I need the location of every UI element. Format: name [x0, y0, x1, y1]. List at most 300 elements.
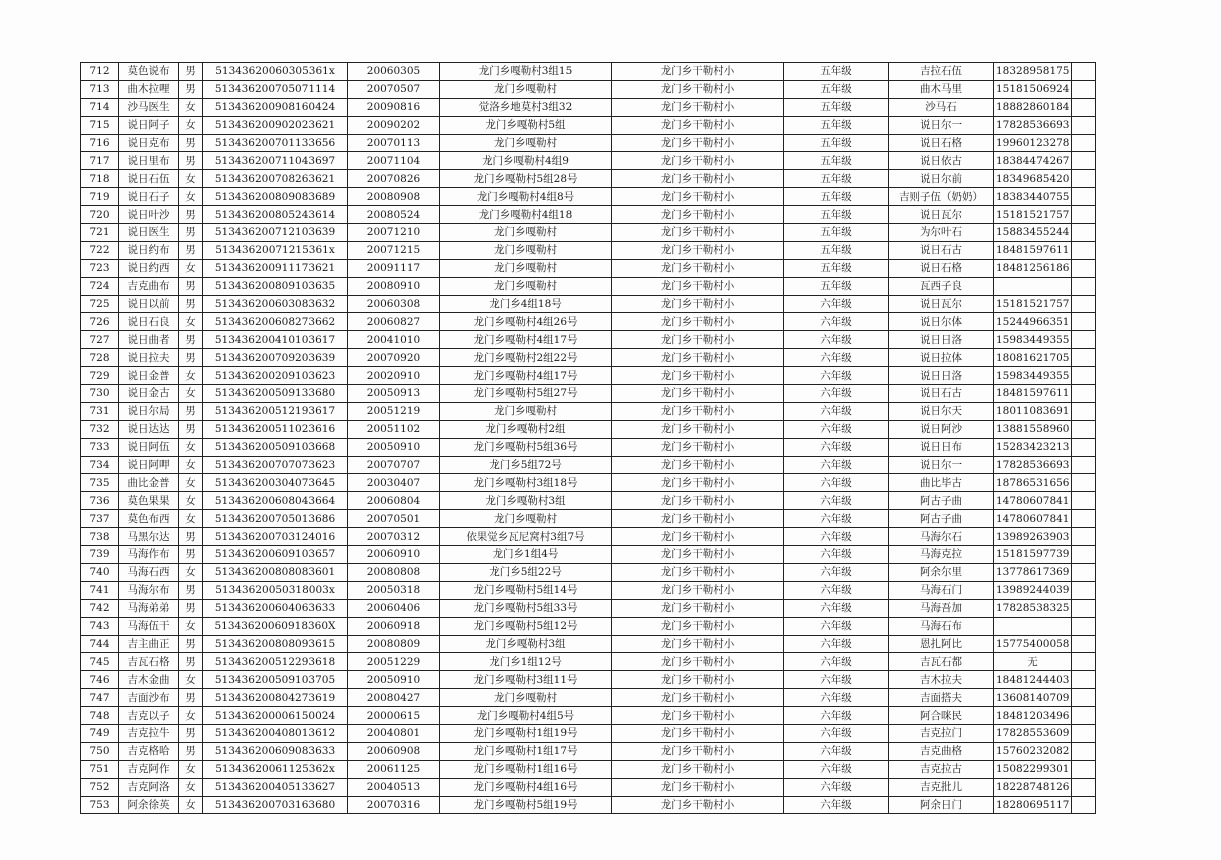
phone-number-cell: 15983449355: [994, 367, 1072, 385]
grade-cell: 五年级: [784, 170, 889, 188]
id-number-cell: 51343620071215361x: [203, 241, 348, 259]
serial-number-cell: 719: [81, 188, 119, 206]
student-name-cell: 说日阿子: [119, 116, 179, 134]
student-name-cell: 说日阿呷: [119, 456, 179, 474]
gender-cell: 男: [179, 546, 203, 564]
empty-notes-cell: [1072, 528, 1096, 546]
student-name-cell: 沙马医生: [119, 98, 179, 116]
guardian-name-cell: 说日尔体: [889, 313, 994, 331]
id-number-cell: 51343620060918360X: [203, 617, 348, 635]
table-row: [81, 796, 1096, 814]
address-cell: 龙门乡嘎勒村: [440, 80, 612, 98]
address-cell: 龙门乡嘎勒村5组33号: [440, 599, 612, 617]
empty-notes-cell: [1072, 188, 1096, 206]
id-number-cell: 51343620060305361x: [203, 63, 348, 81]
guardian-name-cell: 阿余尔里: [889, 563, 994, 581]
id-number-cell: 513436200609103657: [203, 546, 348, 564]
phone-number-cell: 18228748126: [994, 778, 1072, 796]
guardian-name-cell: 说日瓦尔: [889, 206, 994, 224]
id-number-cell: 513436200705013686: [203, 510, 348, 528]
student-name-cell: 说日克布: [119, 134, 179, 152]
address-cell: 龙门乡嘎勒村2组22号: [440, 349, 612, 367]
student-name-cell: 说日阿伍: [119, 438, 179, 456]
empty-notes-cell: [1072, 778, 1096, 796]
empty-notes-cell: [1072, 760, 1096, 778]
id-number-cell: 513436200509103705: [203, 671, 348, 689]
guardian-name-cell: 为尔叶石: [889, 224, 994, 242]
serial-number-cell: 742: [81, 599, 119, 617]
guardian-name-cell: 阿余日门: [889, 796, 994, 814]
student-name-cell: 说日石子: [119, 188, 179, 206]
address-cell: 龙门乡嘎勒村2组: [440, 420, 612, 438]
empty-notes-cell: [1072, 438, 1096, 456]
empty-notes-cell: [1072, 170, 1096, 188]
birth-date-cell: 20080808: [348, 563, 440, 581]
guardian-name-cell: 说日日洛: [889, 331, 994, 349]
guardian-name-cell: 阿合咪民: [889, 707, 994, 725]
serial-number-cell: 721: [81, 224, 119, 242]
address-cell: 龙门乡嘎勒村1组17号: [440, 742, 612, 760]
serial-number-cell: 715: [81, 116, 119, 134]
serial-number-cell: 717: [81, 152, 119, 170]
address-cell: 龙门乡嘎勒村4组16号: [440, 778, 612, 796]
gender-cell: 男: [179, 742, 203, 760]
birth-date-cell: 20090816: [348, 98, 440, 116]
address-cell: 龙门乡嘎勒村5组27号: [440, 385, 612, 403]
gender-cell: 男: [179, 331, 203, 349]
id-number-cell: 513436200405133627: [203, 778, 348, 796]
student-name-cell: 吉克阿作: [119, 760, 179, 778]
gender-cell: 男: [179, 206, 203, 224]
student-name-cell: 曲木拉哩: [119, 80, 179, 98]
grade-cell: 六年级: [784, 689, 889, 707]
birth-date-cell: 20060406: [348, 599, 440, 617]
empty-notes-cell: [1072, 796, 1096, 814]
phone-number-cell: 18328958175: [994, 63, 1072, 81]
empty-notes-cell: [1072, 206, 1096, 224]
student-name-cell: 说日叶沙: [119, 206, 179, 224]
grade-cell: 五年级: [784, 259, 889, 277]
serial-number-cell: 731: [81, 402, 119, 420]
serial-number-cell: 737: [81, 510, 119, 528]
address-cell: 龙门乡嘎勒村5组19号: [440, 796, 612, 814]
table-row: [81, 367, 1096, 385]
student-name-cell: 莫色果果: [119, 492, 179, 510]
table-row: [81, 492, 1096, 510]
address-cell: 龙门乡1组12号: [440, 653, 612, 671]
table-row: [81, 241, 1096, 259]
phone-number-cell: 15760232082: [994, 742, 1072, 760]
phone-number-cell: 15181521757: [994, 295, 1072, 313]
gender-cell: 女: [179, 367, 203, 385]
empty-notes-cell: [1072, 152, 1096, 170]
birth-date-cell: 20050910: [348, 671, 440, 689]
birth-date-cell: 20050910: [348, 438, 440, 456]
grade-cell: 六年级: [784, 438, 889, 456]
id-number-cell: 513436200804273619: [203, 689, 348, 707]
id-number-cell: 513436200604063633: [203, 599, 348, 617]
student-name-cell: 吉面沙布: [119, 689, 179, 707]
table-row: [81, 331, 1096, 349]
school-cell: 龙门乡干勒村小: [612, 188, 784, 206]
empty-notes-cell: [1072, 331, 1096, 349]
gender-cell: 女: [179, 259, 203, 277]
empty-notes-cell: [1072, 116, 1096, 134]
phone-number-cell: 15983449355: [994, 331, 1072, 349]
school-cell: 龙门乡干勒村小: [612, 760, 784, 778]
phone-number-cell: 18786531656: [994, 474, 1072, 492]
id-number-cell: 513436200608043664: [203, 492, 348, 510]
grade-cell: 六年级: [784, 474, 889, 492]
student-name-cell: 吉克以子: [119, 707, 179, 725]
gender-cell: 女: [179, 313, 203, 331]
serial-number-cell: 752: [81, 778, 119, 796]
guardian-name-cell: 说日瓦尔: [889, 295, 994, 313]
student-name-cell: 吉克阿洛: [119, 778, 179, 796]
table-row: [81, 98, 1096, 116]
student-name-cell: 说日拉夫: [119, 349, 179, 367]
serial-number-cell: 712: [81, 63, 119, 81]
serial-number-cell: 713: [81, 80, 119, 98]
student-name-cell: 莫色布西: [119, 510, 179, 528]
empty-notes-cell: [1072, 599, 1096, 617]
address-cell: 龙门乡嘎勒村3组: [440, 492, 612, 510]
school-cell: 龙门乡干勒村小: [612, 707, 784, 725]
school-cell: 龙门乡干勒村小: [612, 689, 784, 707]
school-cell: 龙门乡干勒村小: [612, 742, 784, 760]
empty-notes-cell: [1072, 277, 1096, 295]
student-name-cell: 说日尔局: [119, 402, 179, 420]
birth-date-cell: 20060804: [348, 492, 440, 510]
id-number-cell: 51343620050318003x: [203, 581, 348, 599]
phone-number-cell: 13608140709: [994, 689, 1072, 707]
guardian-name-cell: 阿古子曲: [889, 492, 994, 510]
birth-date-cell: 20070507: [348, 80, 440, 98]
empty-notes-cell: [1072, 402, 1096, 420]
student-name-cell: 吉克格哈: [119, 742, 179, 760]
school-cell: 龙门乡干勒村小: [612, 224, 784, 242]
id-number-cell: 513436200006150024: [203, 707, 348, 725]
gender-cell: 女: [179, 456, 203, 474]
gender-cell: 女: [179, 796, 203, 814]
guardian-name-cell: 吉瓦石都: [889, 653, 994, 671]
student-name-cell: 吉克拉牛: [119, 724, 179, 742]
serial-number-cell: 750: [81, 742, 119, 760]
table-row: [81, 313, 1096, 331]
grade-cell: 六年级: [784, 724, 889, 742]
serial-number-cell: 751: [81, 760, 119, 778]
empty-notes-cell: [1072, 546, 1096, 564]
address-cell: 龙门乡嘎勒村5组: [440, 116, 612, 134]
serial-number-cell: 716: [81, 134, 119, 152]
gender-cell: 男: [179, 402, 203, 420]
gender-cell: 女: [179, 170, 203, 188]
id-number-cell: 513436200410103617: [203, 331, 348, 349]
grade-cell: 六年级: [784, 313, 889, 331]
guardian-name-cell: 吉克拉门: [889, 724, 994, 742]
phone-number-cell: 18081621705: [994, 349, 1072, 367]
grade-cell: 五年级: [784, 134, 889, 152]
student-name-cell: 说日石伍: [119, 170, 179, 188]
grade-cell: 六年级: [784, 581, 889, 599]
birth-date-cell: 20000615: [348, 707, 440, 725]
school-cell: 龙门乡干勒村小: [612, 456, 784, 474]
school-cell: 龙门乡干勒村小: [612, 474, 784, 492]
school-cell: 龙门乡干勒村小: [612, 367, 784, 385]
guardian-name-cell: 马海克拉: [889, 546, 994, 564]
school-cell: 龙门乡干勒村小: [612, 546, 784, 564]
empty-notes-cell: [1072, 134, 1096, 152]
id-number-cell: 513436200608273662: [203, 313, 348, 331]
student-name-cell: 吉克曲布: [119, 277, 179, 295]
guardian-name-cell: 马海尔石: [889, 528, 994, 546]
gender-cell: 男: [179, 241, 203, 259]
id-number-cell: 51343620061125362x: [203, 760, 348, 778]
address-cell: 龙门乡嘎勒村3组11号: [440, 671, 612, 689]
grade-cell: 六年级: [784, 367, 889, 385]
guardian-name-cell: 曲比毕古: [889, 474, 994, 492]
address-cell: 龙门乡嘎勒村3组15: [440, 63, 612, 81]
phone-number-cell: 17828536693: [994, 456, 1072, 474]
school-cell: 龙门乡干勒村小: [612, 134, 784, 152]
student-name-cell: 说日医生: [119, 224, 179, 242]
gender-cell: 女: [179, 188, 203, 206]
birth-date-cell: 20050913: [348, 385, 440, 403]
id-number-cell: 513436200707073623: [203, 456, 348, 474]
empty-notes-cell: [1072, 563, 1096, 581]
id-number-cell: 513436200512193617: [203, 402, 348, 420]
gender-cell: 女: [179, 98, 203, 116]
serial-number-cell: 747: [81, 689, 119, 707]
serial-number-cell: 745: [81, 653, 119, 671]
id-number-cell: 513436200511023616: [203, 420, 348, 438]
gender-cell: 男: [179, 295, 203, 313]
grade-cell: 六年级: [784, 760, 889, 778]
birth-date-cell: 20020910: [348, 367, 440, 385]
guardian-name-cell: 吉木拉夫: [889, 671, 994, 689]
student-name-cell: 吉瓦石格: [119, 653, 179, 671]
empty-notes-cell: [1072, 474, 1096, 492]
address-cell: 龙门乡嘎勒村: [440, 241, 612, 259]
empty-notes-cell: [1072, 724, 1096, 742]
gender-cell: 男: [179, 653, 203, 671]
table-row: [81, 689, 1096, 707]
address-cell: 龙门乡嘎勒村5组12号: [440, 617, 612, 635]
table-row: [81, 420, 1096, 438]
school-cell: 龙门乡干勒村小: [612, 420, 784, 438]
school-cell: 龙门乡干勒村小: [612, 510, 784, 528]
phone-number-cell: 18481203496: [994, 707, 1072, 725]
birth-date-cell: 20061125: [348, 760, 440, 778]
id-number-cell: 513436200708263621: [203, 170, 348, 188]
student-name-cell: 马海弟弟: [119, 599, 179, 617]
empty-notes-cell: [1072, 742, 1096, 760]
phone-number-cell: 13881558960: [994, 420, 1072, 438]
phone-number-cell: 17828536693: [994, 116, 1072, 134]
id-number-cell: 513436200703163680: [203, 796, 348, 814]
table-row: [81, 259, 1096, 277]
empty-notes-cell: [1072, 689, 1096, 707]
address-cell: 龙门乡1组4号: [440, 546, 612, 564]
id-number-cell: 513436200509103668: [203, 438, 348, 456]
id-number-cell: 513436200711043697: [203, 152, 348, 170]
phone-number-cell: 15244966351: [994, 313, 1072, 331]
birth-date-cell: 20040513: [348, 778, 440, 796]
school-cell: 龙门乡干勒村小: [612, 295, 784, 313]
empty-notes-cell: [1072, 671, 1096, 689]
table-row: [81, 402, 1096, 420]
student-name-cell: 说日约西: [119, 259, 179, 277]
guardian-name-cell: 吉则子伍（奶奶）: [889, 188, 994, 206]
student-name-cell: 说日约布: [119, 241, 179, 259]
school-cell: 龙门乡干勒村小: [612, 438, 784, 456]
grade-cell: 六年级: [784, 510, 889, 528]
student-name-cell: 马黑尔达: [119, 528, 179, 546]
guardian-name-cell: 说日石格: [889, 134, 994, 152]
empty-notes-cell: [1072, 456, 1096, 474]
address-cell: 龙门乡嘎勒村4组8号: [440, 188, 612, 206]
school-cell: 龙门乡干勒村小: [612, 170, 784, 188]
empty-notes-cell: [1072, 617, 1096, 635]
birth-date-cell: 20060827: [348, 313, 440, 331]
id-number-cell: 513436200304073645: [203, 474, 348, 492]
gender-cell: 男: [179, 349, 203, 367]
gender-cell: 男: [179, 420, 203, 438]
gender-cell: 女: [179, 438, 203, 456]
school-cell: 龙门乡干勒村小: [612, 385, 784, 403]
gender-cell: 女: [179, 510, 203, 528]
table-row: [81, 528, 1096, 546]
serial-number-cell: 734: [81, 456, 119, 474]
grade-cell: 六年级: [784, 742, 889, 760]
grade-cell: 六年级: [784, 402, 889, 420]
school-cell: 龙门乡干勒村小: [612, 259, 784, 277]
serial-number-cell: 741: [81, 581, 119, 599]
school-cell: 龙门乡干勒村小: [612, 98, 784, 116]
birth-date-cell: 20070920: [348, 349, 440, 367]
school-cell: 龙门乡干勒村小: [612, 349, 784, 367]
table-row: [81, 63, 1096, 81]
grade-cell: 五年级: [784, 206, 889, 224]
birth-date-cell: 20070826: [348, 170, 440, 188]
gender-cell: 男: [179, 635, 203, 653]
gender-cell: 男: [179, 599, 203, 617]
guardian-name-cell: 说日尔天: [889, 402, 994, 420]
id-number-cell: 513436200911173621: [203, 259, 348, 277]
phone-number-cell: 14780607841: [994, 510, 1072, 528]
guardian-name-cell: 沙马石: [889, 98, 994, 116]
id-number-cell: 513436200603083632: [203, 295, 348, 313]
grade-cell: 五年级: [784, 224, 889, 242]
table-row: [81, 188, 1096, 206]
grade-cell: 六年级: [784, 349, 889, 367]
school-cell: 龙门乡干勒村小: [612, 331, 784, 349]
birth-date-cell: 20080524: [348, 206, 440, 224]
serial-number-cell: 727: [81, 331, 119, 349]
guardian-name-cell: 吉克拉古: [889, 760, 994, 778]
grade-cell: 六年级: [784, 528, 889, 546]
phone-number-cell: 15082299301: [994, 760, 1072, 778]
table-row: [81, 742, 1096, 760]
phone-number-cell: 17828538325: [994, 599, 1072, 617]
empty-notes-cell: [1072, 653, 1096, 671]
address-cell: 龙门乡嘎勒村4组5号: [440, 707, 612, 725]
empty-notes-cell: [1072, 259, 1096, 277]
phone-number-cell: 18481256186: [994, 259, 1072, 277]
id-number-cell: 513436200209103623: [203, 367, 348, 385]
address-cell: 龙门乡嘎勒村5组14号: [440, 581, 612, 599]
grade-cell: 六年级: [784, 420, 889, 438]
serial-number-cell: 722: [81, 241, 119, 259]
table-row: [81, 707, 1096, 725]
serial-number-cell: 733: [81, 438, 119, 456]
serial-number-cell: 720: [81, 206, 119, 224]
grade-cell: 六年级: [784, 492, 889, 510]
serial-number-cell: 749: [81, 724, 119, 742]
address-cell: 龙门乡嘎勒村: [440, 510, 612, 528]
student-name-cell: 莫色说布: [119, 63, 179, 81]
table-row: [81, 456, 1096, 474]
guardian-name-cell: 说日尔前: [889, 170, 994, 188]
school-cell: 龙门乡干勒村小: [612, 277, 784, 295]
guardian-name-cell: 马海吾加: [889, 599, 994, 617]
school-cell: 龙门乡干勒村小: [612, 635, 784, 653]
gender-cell: 女: [179, 563, 203, 581]
address-cell: 龙门乡嘎勒村: [440, 277, 612, 295]
address-cell: 龙门乡嘎勒村: [440, 402, 612, 420]
school-cell: 龙门乡干勒村小: [612, 63, 784, 81]
id-number-cell: 513436200709203639: [203, 349, 348, 367]
table-row: [81, 116, 1096, 134]
guardian-name-cell: 吉面搭夫: [889, 689, 994, 707]
address-cell: 龙门乡嘎勒村4组9: [440, 152, 612, 170]
guardian-name-cell: 恩扎阿比: [889, 635, 994, 653]
serial-number-cell: 738: [81, 528, 119, 546]
phone-number-cell: 13989244039: [994, 581, 1072, 599]
gender-cell: 男: [179, 63, 203, 81]
guardian-name-cell: 说日石古: [889, 241, 994, 259]
school-cell: 龙门乡干勒村小: [612, 599, 784, 617]
table-row: [81, 349, 1096, 367]
student-name-cell: 说日金古: [119, 385, 179, 403]
school-cell: 龙门乡干勒村小: [612, 402, 784, 420]
table-row: [81, 385, 1096, 403]
school-cell: 龙门乡干勒村小: [612, 492, 784, 510]
birth-date-cell: 20070113: [348, 134, 440, 152]
student-name-cell: 说日达达: [119, 420, 179, 438]
gender-cell: 女: [179, 492, 203, 510]
serial-number-cell: 726: [81, 313, 119, 331]
birth-date-cell: 20080427: [348, 689, 440, 707]
phone-number-cell: 15181506924: [994, 80, 1072, 98]
empty-notes-cell: [1072, 510, 1096, 528]
birth-date-cell: 20051102: [348, 420, 440, 438]
school-cell: 龙门乡干勒村小: [612, 653, 784, 671]
phone-number-cell: 15181597739: [994, 546, 1072, 564]
grade-cell: 六年级: [784, 295, 889, 313]
guardian-name-cell: 说日阿沙: [889, 420, 994, 438]
phone-number-cell: 18481597611: [994, 385, 1072, 403]
student-name-cell: 阿余徐英: [119, 796, 179, 814]
gender-cell: 女: [179, 778, 203, 796]
phone-number-cell: [994, 617, 1072, 635]
serial-number-cell: 740: [81, 563, 119, 581]
phone-number-cell: 18481244403: [994, 671, 1072, 689]
school-cell: 龙门乡干勒村小: [612, 80, 784, 98]
birth-date-cell: 20051229: [348, 653, 440, 671]
grade-cell: 六年级: [784, 331, 889, 349]
grade-cell: 五年级: [784, 241, 889, 259]
